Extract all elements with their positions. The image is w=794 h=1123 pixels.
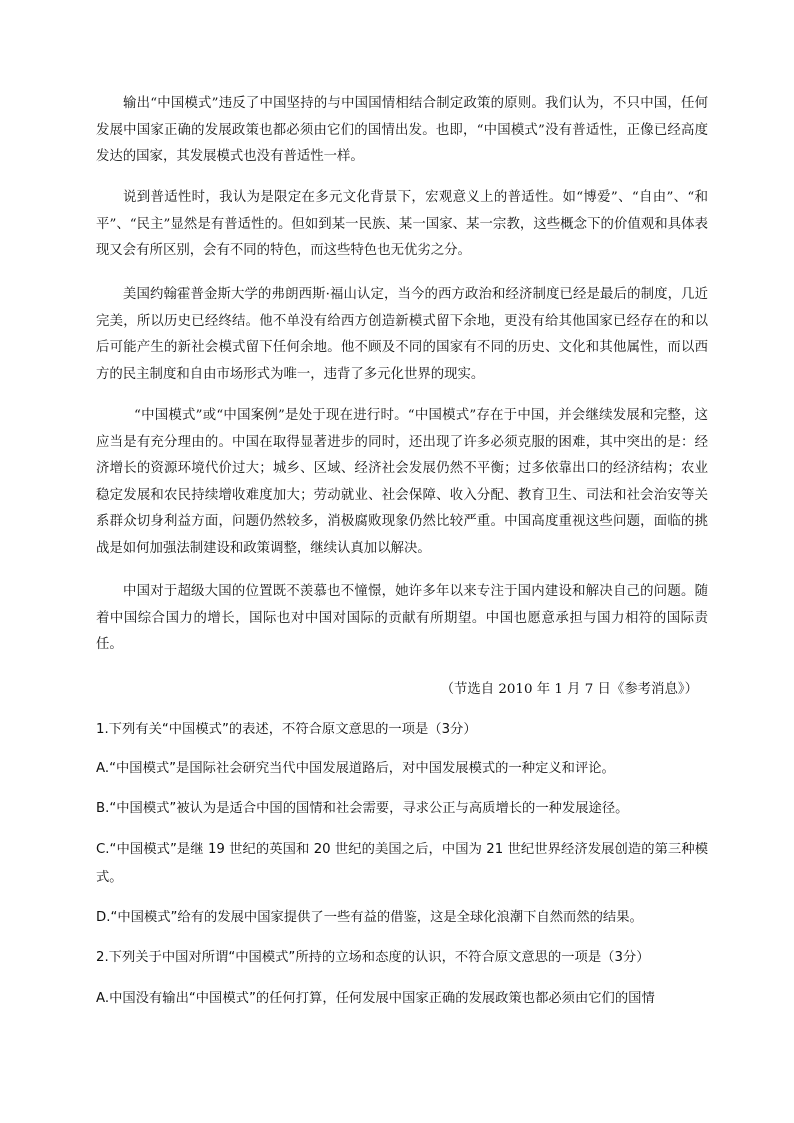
question-1-stem: 1.下列有关“中国模式”的表述，不符合原文意思的一项是（3分） [96,722,477,737]
question-2-option-a: A.中国没有输出“中国模式”的任何打算，任何发展中国家正确的发展政策也都必须由它们的国情 [96,991,655,1006]
question-2-stem: 2.下列关于中国对所谓“中国模式”所持的立场和态度的认识，不符合原文意思的一项是（3分） [96,950,650,965]
question-1-option-b: B.“中国模式”被认为是适合中国的国情和社会需要，寻求公正与高质增长的一种发展途径。 [96,801,629,816]
question-1-option-c: C.“中国模式”是继 19 世纪的英国和 20 世纪的美国之后，中国为 21 世纪世界经济发展创造的第三种模式。 [96,842,708,885]
passage-paragraph-5: 中国对于超级大国的位置既不羡慕也不憧憬，她许多年以来专注于国内建设和解决自己的问题。随着中国综合国力的增长，国际也对中国对国际的贡献有所期望。中国也愿意承担与国力相符的国际责任。 [96,584,708,652]
passage-paragraph-4: “中国模式”或“中国案例”是处于现在进行时。“中国模式”存在于中国，并会继续发展和完整，这应当是有充分理由的。中国在取得显著进步的同时，还出现了许多必须克服的困难，其中突出的是：经济增长的资源环境代价过大；城乡、区域、经济社会发展仍然不平衡；过多依靠出口的经济结构；农业稳定发展和农民持续增收难度加大；劳动就业、社会保障、收入分配、教育卫生、司法和社会治安等关系群众切身利益方面，问题仍然较多，消极腐败现象仍然比较严重。中国高度重视这些问题，面临的挑战是如何加强法制建设和政策调整，继续认真加以解决。 [96,408,708,556]
question-1-option-a: A.“中国模式”是国际社会研究当代中国发展道路后，对中国发展模式的一种定义和评论。 [96,761,615,776]
passage-paragraph-2: 说到普适性时，我认为是限定在多元文化背景下，宏观意义上的普适性。如“博爱”、“自由”、“和平”、“民主”显然是有普适性的。但如到某一民族、某一国家、某一宗教，这些概念下的价值观和具体表现又会有所区别，会有不同的特色，而这些特色也无优劣之分。 [96,190,708,258]
passage-paragraph-1: 输出“中国模式”违反了中国坚持的与中国国情相结合制定政策的原则。我们认为，不只中国，任何发展中国家正确的发展政策也都必须由它们的国情出发。也即，“中国模式”没有普适性，正像已经高度发达的国家，其发展模式也没有普适性一样。 [96,96,708,164]
passage-source: （节选自 2010 年 1 月 7 日《参考消息》） [440,682,698,697]
question-1-option-d: D.“中国模式”给有的发展中国家提供了一些有益的借鉴，这是全球化浪潮下自然而然的结果。 [96,910,643,925]
passage-paragraph-3: 美国约翰霍普金斯大学的弗朗西斯·福山认定，当今的西方政治和经济制度已经是最后的制度，几近完美，所以历史已经终结。他不单没有给西方创造新模式留下余地，更没有给其他国家已经存在的和以后可能产生的新社会模式留下任何余地。他不顾及不同的国家有不同的历史、文化和其他属性，而以西方的民主制度和自由市场形式为唯一，违背了多元化世界的现实。 [96,287,708,382]
